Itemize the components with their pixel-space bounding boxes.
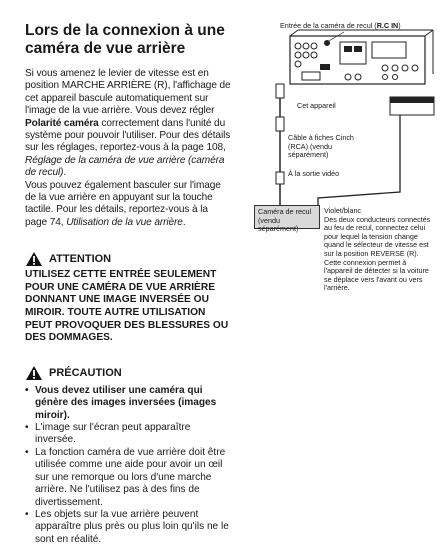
intro-paragraph-2 — [25, 180, 231, 230]
wire-color-label: Violet/blanc — [324, 206, 362, 215]
list-item: • La fonction caméra de vue arrière doit être utilisée comme une aide pour avoir un œil sur une remorque ou lors d'une marche arrière. Ne l'utilisez pas à des fins de divertissement. — [25, 447, 231, 509]
intro-text: . — [63, 167, 67, 179]
list-item: • Les objets sur la vue arrière peuvent apparaître plus près ou plus loin qu'ils ne le sont en réalité. — [25, 509, 231, 546]
reference-link: Réglage de la caméra de vue arrière (caméra de recul) — [25, 154, 225, 179]
precaution-heading-row — [25, 365, 231, 381]
video-output-label: À la sortie vidéo — [288, 169, 340, 178]
intro-text: Si vous amenez le levier de vitesse est en position MARCHE ARRIÈRE (R), l'affichage de cet appareil bascule automatiquement sur l'image de la vue arrière. Vous devez régler — [25, 68, 231, 117]
wiring-diagram — [240, 22, 440, 342]
cable-label: Câble à fiches Cinch (RCA) (vendu séparément) — [288, 133, 354, 160]
attention-text: UTILISEZ CETTE ENTRÉE SEULEMENT POUR UNE CAMÉRA DE VUE ARRIÈRE DONNANT UNE IMAGE INVERSÉE OU MIROIR. TOUTE AUTRE UTILISATION PEUT PROVOQUER DES BLESSURES OU DES DOMMAGES. — [25, 269, 229, 344]
list-item: • L'image sur l'écran peut apparaître inversée. — [25, 422, 231, 447]
precaution-list — [25, 385, 231, 546]
intro-text: Vous pouvez également basculer sur l'image de la vue arrière en appuyant sur la touche tactile. Pour les détails, reportez-vous à la page 74, — [25, 179, 221, 228]
precaution-heading: PRÉCAUTION — [49, 366, 122, 379]
rear-camera-input-label: Entrée de la caméra de recul (R.C IN) — [280, 21, 401, 30]
list-item: • Vous devez utiliser une caméra qui génère des images inversées (images miroir). — [25, 385, 231, 422]
intro-paragraph-1 — [25, 68, 231, 180]
warning-triangle-icon — [25, 251, 43, 267]
setting-name: Polarité caméra — [25, 117, 99, 129]
attention-heading: ATTENTION — [49, 253, 112, 266]
intro-text: . — [182, 216, 186, 228]
attention-heading-row — [25, 251, 231, 267]
caution-triangle-icon — [25, 365, 43, 381]
section-title: Lors de la connexion à une caméra de vue arrière — [25, 22, 225, 57]
rear-camera-box: Caméra de recul (vendu séparément) — [254, 205, 320, 229]
reference-link: Utilisation de la vue arrière — [66, 216, 183, 228]
main-text-column — [25, 22, 231, 546]
wire-note-text: Des deux conducteurs connectés au feu de recul, connectez celui pour lequel la tension change quand le sélecteur de vitesse est sur la position REVERSE (R). Cette connexion permet à l'appareil de détecter si la voiture se déplace vers l'avant ou vers l'arrière. — [324, 214, 431, 293]
wire-note — [324, 207, 436, 293]
unit-label: Cet appareil — [297, 101, 336, 110]
intro-text: correctement dans l'unité du système pour pouvoir l'utiliser. Pour des détails sur les réglages, reportez-vous à la page 108, — [25, 117, 231, 154]
